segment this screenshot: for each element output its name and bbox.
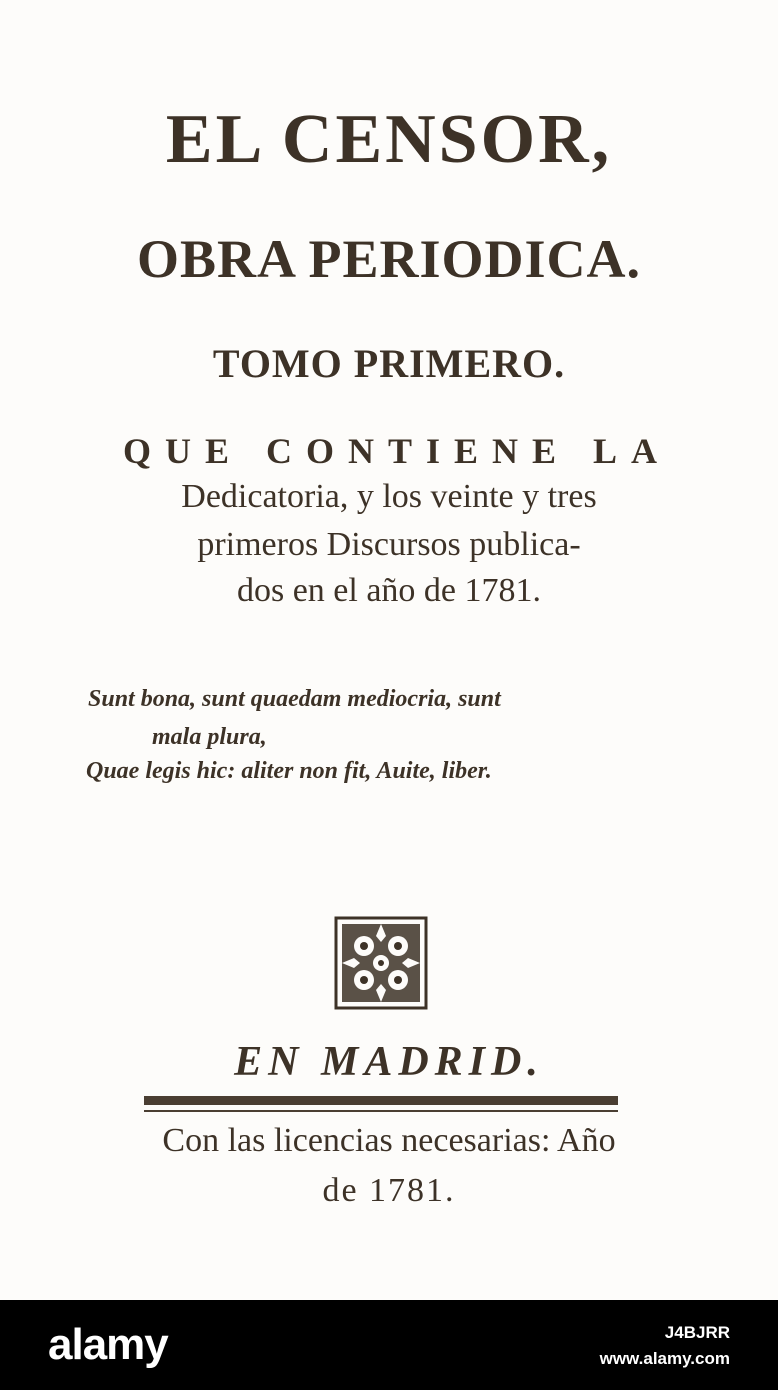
watermark-reference bbox=[600, 1320, 730, 1372]
epigraph-line: Quae legis hic: aliter non fit, Auite, liber. bbox=[86, 758, 492, 784]
imprint-place: EN MADRID. bbox=[234, 1039, 544, 1085]
contents-heading: QUE CONTIENE LA bbox=[122, 431, 672, 471]
alamy-logo: alamy bbox=[48, 1320, 168, 1369]
image-id: J4BJRR bbox=[664, 1323, 730, 1342]
license-line: Con las licencias necesarias: Año bbox=[162, 1122, 616, 1159]
volume-label: TOMO PRIMERO. bbox=[212, 341, 566, 386]
license-line: de 1781. bbox=[322, 1172, 456, 1209]
contents-line: dos en el año de 1781. bbox=[236, 572, 542, 609]
contents-line: Dedicatoria, y los veinte y tres bbox=[181, 478, 597, 515]
watermark-bar bbox=[0, 1300, 778, 1390]
double-rule-thick bbox=[144, 1096, 618, 1105]
epigraph-line: mala plura, bbox=[152, 724, 267, 750]
contents-line: primeros Discursos publica- bbox=[197, 526, 581, 563]
fleuron-ornament-icon bbox=[334, 916, 428, 1010]
epigraph-line: Sunt bona, sunt quaedam mediocria, sunt bbox=[88, 686, 501, 712]
book-subtitle: OBRA PERIODICA. bbox=[136, 229, 642, 289]
double-rule-thin bbox=[144, 1110, 618, 1112]
site-url: www.alamy.com bbox=[599, 1349, 730, 1368]
book-title: EL CENSOR, bbox=[165, 101, 613, 178]
